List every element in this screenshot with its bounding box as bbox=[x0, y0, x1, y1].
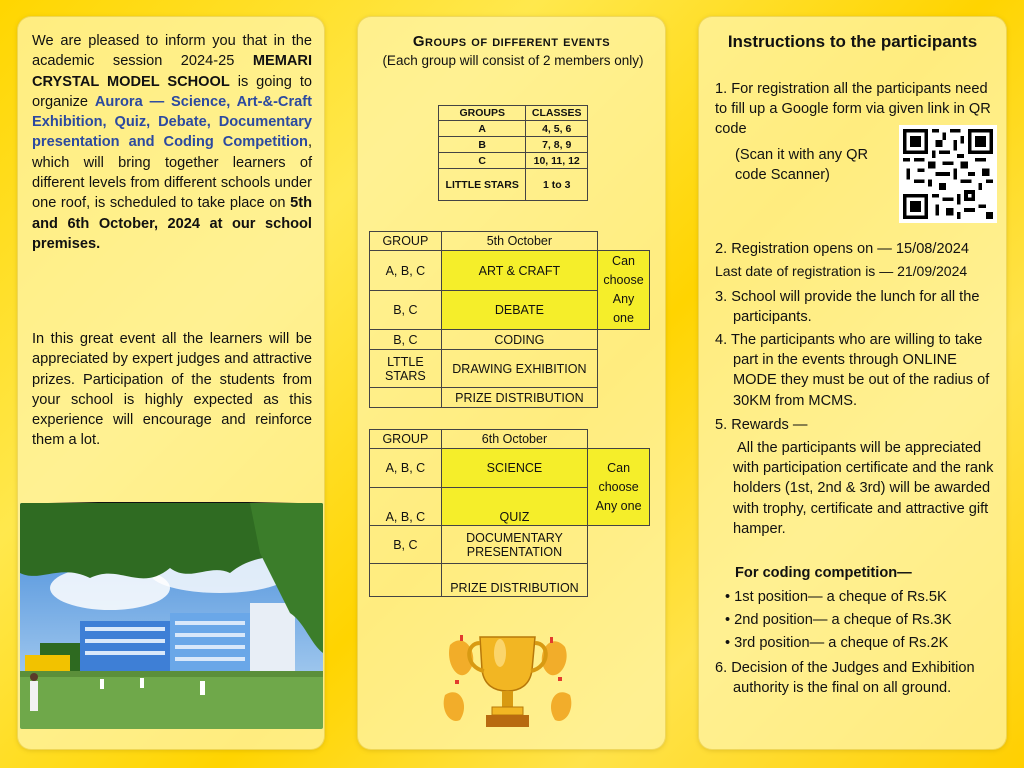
events-list: Aurora — Science, Art-&-Craft Exhibition, Quiz, Debate, Documentary presentation and Coding Competition bbox=[32, 93, 312, 151]
middle-panel bbox=[357, 16, 666, 750]
instruction-4: 4. The participants who are willing to take part in the events through ONLINE MODE they must be out of the radius of 30KM from MCMS. bbox=[715, 332, 990, 409]
event-cell: SCIENCE bbox=[441, 449, 587, 488]
header-date: 5th October bbox=[441, 232, 597, 251]
participation-paragraph: In this great event all the learners will be appreciated by expert judges and attractive prizes. Participation of the students from your school is highly expected as this experience will encourage and reinforce them a lot. bbox=[32, 331, 312, 449]
group-cell bbox=[370, 564, 442, 597]
event-cell: QUIZ bbox=[441, 488, 587, 526]
table-row bbox=[370, 564, 650, 597]
group-cell: LTTLE STARS bbox=[370, 350, 442, 388]
intro-text-c: , which will bring together learners of different levels from different schools under one roof, is scheduled to take place on bbox=[32, 134, 312, 212]
instruction-1-scan: (Scan it with any QR code Scanner) bbox=[735, 147, 869, 184]
groups-table bbox=[438, 105, 588, 201]
school-photo bbox=[20, 503, 323, 729]
event-cell: PRIZE DISTRIBUTION bbox=[441, 388, 597, 408]
prize-1st: 1st position— a cheque of Rs.5K bbox=[734, 589, 947, 605]
table-row bbox=[370, 350, 650, 388]
intro-text-a: We are pleased to inform you that in the academic session 2024-25 bbox=[32, 33, 312, 70]
table-row bbox=[439, 153, 588, 169]
groups-title: Groups of different events bbox=[412, 33, 611, 50]
prize-list bbox=[725, 587, 995, 654]
rewards-text: All the participants will be appreciated with participation certificate and the rank holders (1st, 2nd & 3rd) will be awarded with trophy, certificate and attractive gift hamper. bbox=[733, 440, 994, 537]
event-cell: PRIZE DISTRIBUTION bbox=[441, 564, 587, 597]
table-row bbox=[439, 137, 588, 153]
event-cell: DEBATE bbox=[441, 291, 597, 330]
choose-note: Can choose Any one bbox=[598, 251, 650, 330]
instruction-6: 6. Decision of the Judges and Exhibition authority is the final on all ground. bbox=[715, 660, 975, 697]
table-row bbox=[370, 388, 650, 408]
intro-text-b: is going to organize bbox=[32, 73, 312, 110]
prize-2nd: 2nd position— a cheque of Rs.3K bbox=[734, 612, 952, 629]
table-row bbox=[370, 526, 650, 564]
list-item: • 3rd position— a cheque of Rs.2K bbox=[725, 635, 949, 652]
instruction-1: 1. For registration all the participants need to fill up a Google form via given link in QR code bbox=[715, 81, 991, 138]
group-cell bbox=[370, 388, 442, 408]
table-row bbox=[370, 330, 650, 350]
group-cell: A bbox=[439, 121, 526, 137]
group-cell: B, C bbox=[370, 526, 442, 564]
instruction-5: 5. Rewards — bbox=[715, 417, 808, 433]
group-cell: A, B, C bbox=[370, 488, 442, 526]
right-panel bbox=[698, 16, 1007, 750]
classes-cell: 4, 5, 6 bbox=[526, 121, 588, 137]
group-cell: C bbox=[439, 153, 526, 169]
header-classes: CLASSES bbox=[526, 106, 588, 121]
group-cell: A, B, C bbox=[370, 449, 442, 488]
event-cell: CODING bbox=[441, 330, 597, 350]
prize-3rd: 3rd position— a cheque of Rs.2K bbox=[734, 635, 949, 652]
dates-venue: 5th and 6th October, 2024 at our school premises. bbox=[32, 195, 312, 252]
coding-competition-title: For coding competition— bbox=[735, 565, 912, 581]
classes-cell: 7, 8, 9 bbox=[526, 137, 588, 153]
classes-cell: 1 to 3 bbox=[526, 169, 588, 201]
left-panel bbox=[17, 16, 325, 750]
choose-note: Can choose Any one bbox=[588, 449, 650, 526]
table-row bbox=[370, 251, 650, 291]
instruction-3: 3. School will provide the lunch for all the participants. bbox=[715, 289, 980, 326]
header-group: GROUP bbox=[370, 430, 442, 449]
instruction-2: 2. Registration opens on — 15/08/2024 bbox=[715, 241, 969, 257]
instructions-title: Instructions to the participants bbox=[727, 32, 978, 51]
groups-subtitle: (Each group will consist of 2 members only) bbox=[382, 53, 644, 68]
oct6-schedule-table bbox=[369, 429, 650, 597]
group-cell: B, C bbox=[370, 330, 442, 350]
school-name: MEMARI CRYSTAL MODEL SCHOOL bbox=[32, 53, 312, 90]
group-cell: LITTLE STARS bbox=[439, 169, 526, 201]
header-date: 6th October bbox=[441, 430, 587, 449]
event-cell: DRAWING EXHIBITION bbox=[441, 350, 597, 388]
header-group: GROUP bbox=[370, 232, 442, 251]
group-cell: B, C bbox=[370, 291, 442, 330]
intro-paragraph bbox=[32, 31, 312, 254]
table-row bbox=[439, 169, 588, 201]
event-cell: DOCUMENTARY PRESENTATION bbox=[441, 526, 587, 564]
table-row bbox=[439, 121, 588, 137]
qr-code[interactable] bbox=[899, 125, 997, 223]
list-item: • 2nd position— a cheque of Rs.3K bbox=[725, 612, 952, 629]
registration-last-date: Last date of registration is — 21/09/2024 bbox=[715, 263, 968, 279]
list-item: • 1st position— a cheque of Rs.5K bbox=[725, 589, 947, 605]
trophy-icon bbox=[440, 625, 575, 735]
classes-cell: 10, 11, 12 bbox=[526, 153, 588, 169]
group-cell: A, B, C bbox=[370, 251, 442, 291]
table-row bbox=[370, 449, 650, 488]
oct5-schedule-table bbox=[369, 231, 650, 408]
header-groups: GROUPS bbox=[439, 106, 526, 121]
group-cell: B bbox=[439, 137, 526, 153]
event-cell: ART & CRAFT bbox=[441, 251, 597, 291]
